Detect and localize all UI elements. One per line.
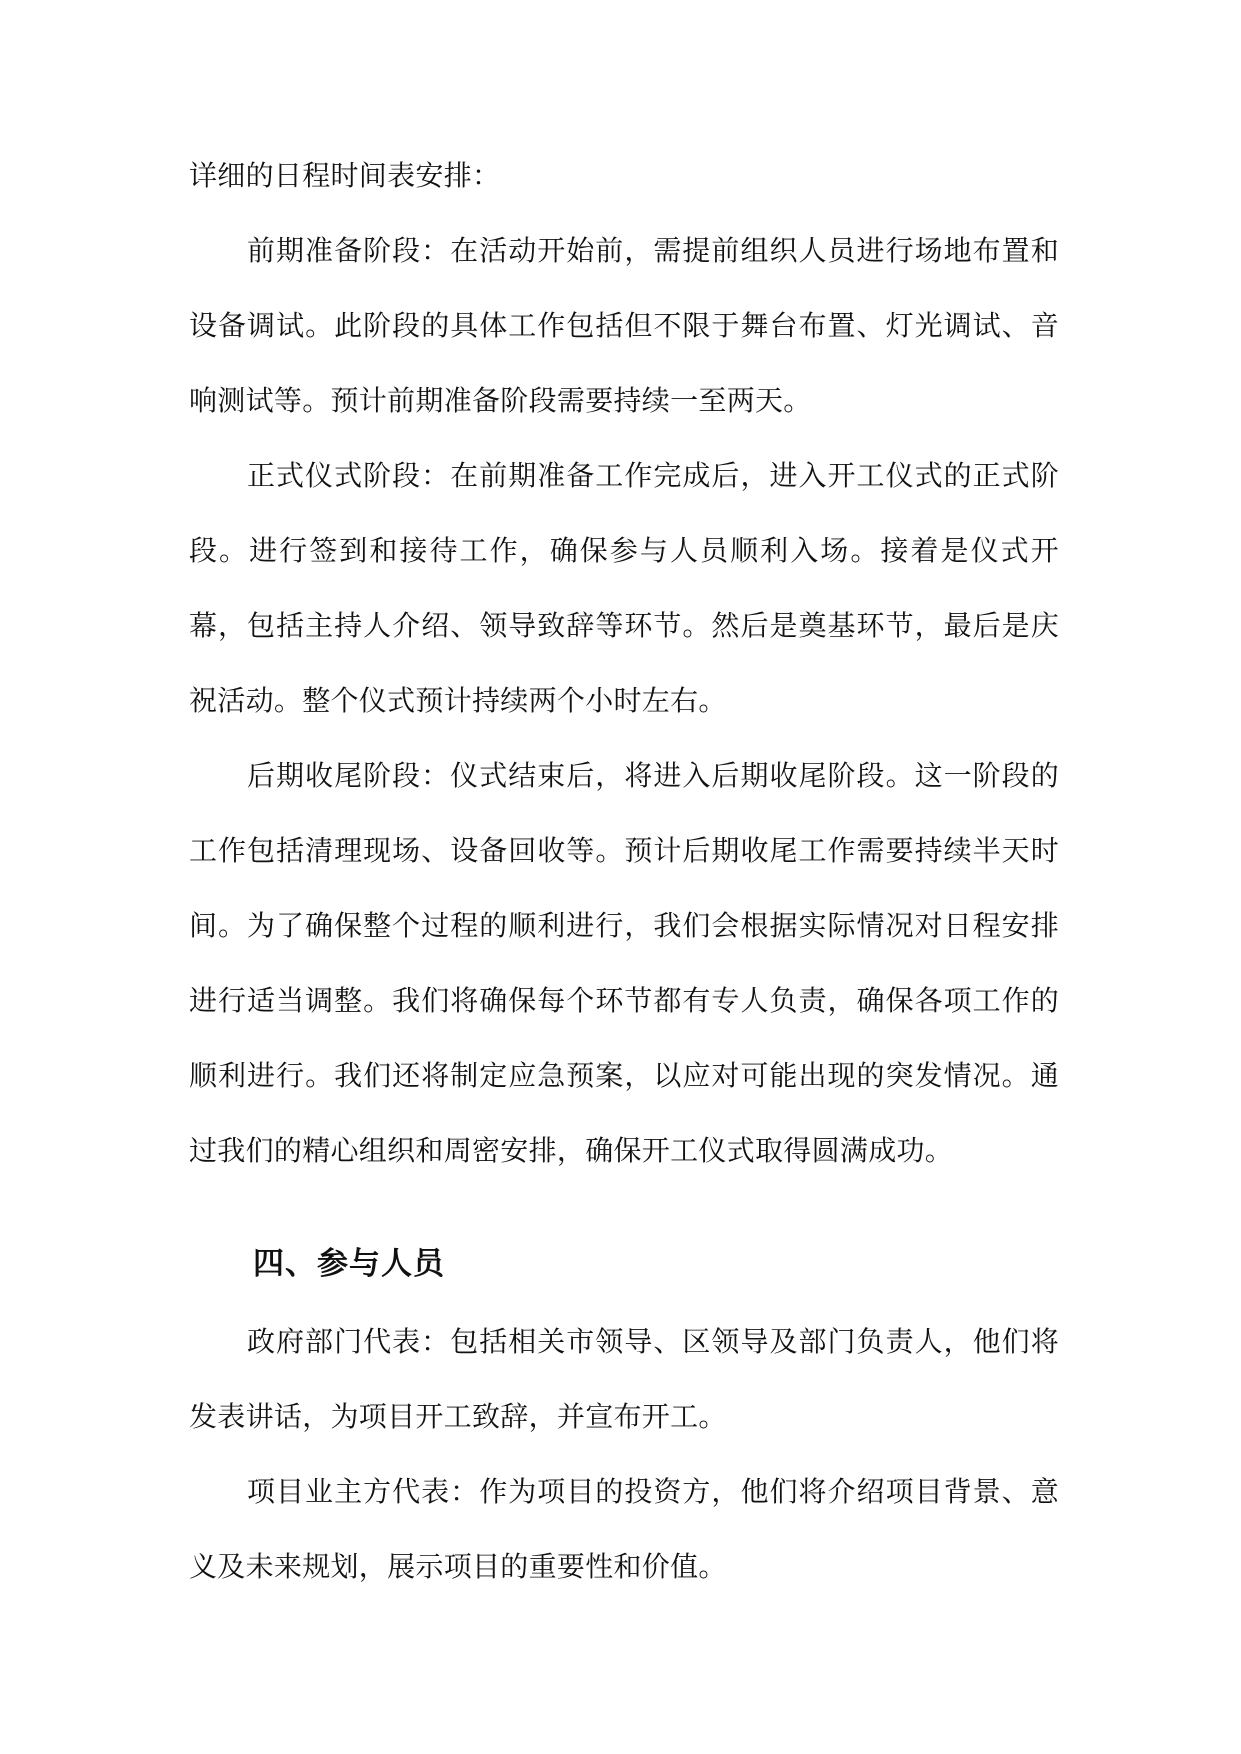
government-representatives-paragraph: 政府部门代表：包括相关市领导、区领导及部门负责人，他们将发表讲话，为项目开工致辞，并宣布开工。 <box>189 1325 1059 1433</box>
section-heading-participants: 四、参与人员 <box>253 1246 445 1282</box>
document-body <box>189 141 1059 1604</box>
project-owner-paragraph: 项目业主方代表：作为项目的投资方，他们将介绍项目背景、意义及未来规划，展示项目的重要性和价值。 <box>189 1475 1059 1583</box>
prep-stage-paragraph: 前期准备阶段：在活动开始前，需提前组织人员进行场地布置和设备调试。此阶段的具体工作包括但不限于舞台布置、灯光调试、音响测试等。预计前期准备阶段需要持续一至两天。 <box>189 234 1059 417</box>
intro-line: 详细的日程时间表安排： <box>189 159 501 192</box>
wrapup-stage-paragraph: 后期收尾阶段：仪式结束后，将进入后期收尾阶段。这一阶段的工作包括清理现场、设备回收等。预计后期收尾工作需要持续半天时间。为了确保整个过程的顺利进行，我们会根据实际情况对日程安排进行适当调整。我们将确保每个环节都有专人负责，确保各项工作的顺利进行。我们还将制定应急预案，以应对可能出现的突发情况。通过我们的精心组织和周密安排，确保开工仪式取得圆满成功。 <box>189 759 1059 1167</box>
ceremony-stage-paragraph: 正式仪式阶段：在前期准备工作完成后，进入开工仪式的正式阶段。进行签到和接待工作，确保参与人员顺利入场。接着是仪式开幕，包括主持人介绍、领导致辞等环节。然后是奠基环节，最后是庆祝活动。整个仪式预计持续两个小时左右。 <box>189 459 1059 717</box>
